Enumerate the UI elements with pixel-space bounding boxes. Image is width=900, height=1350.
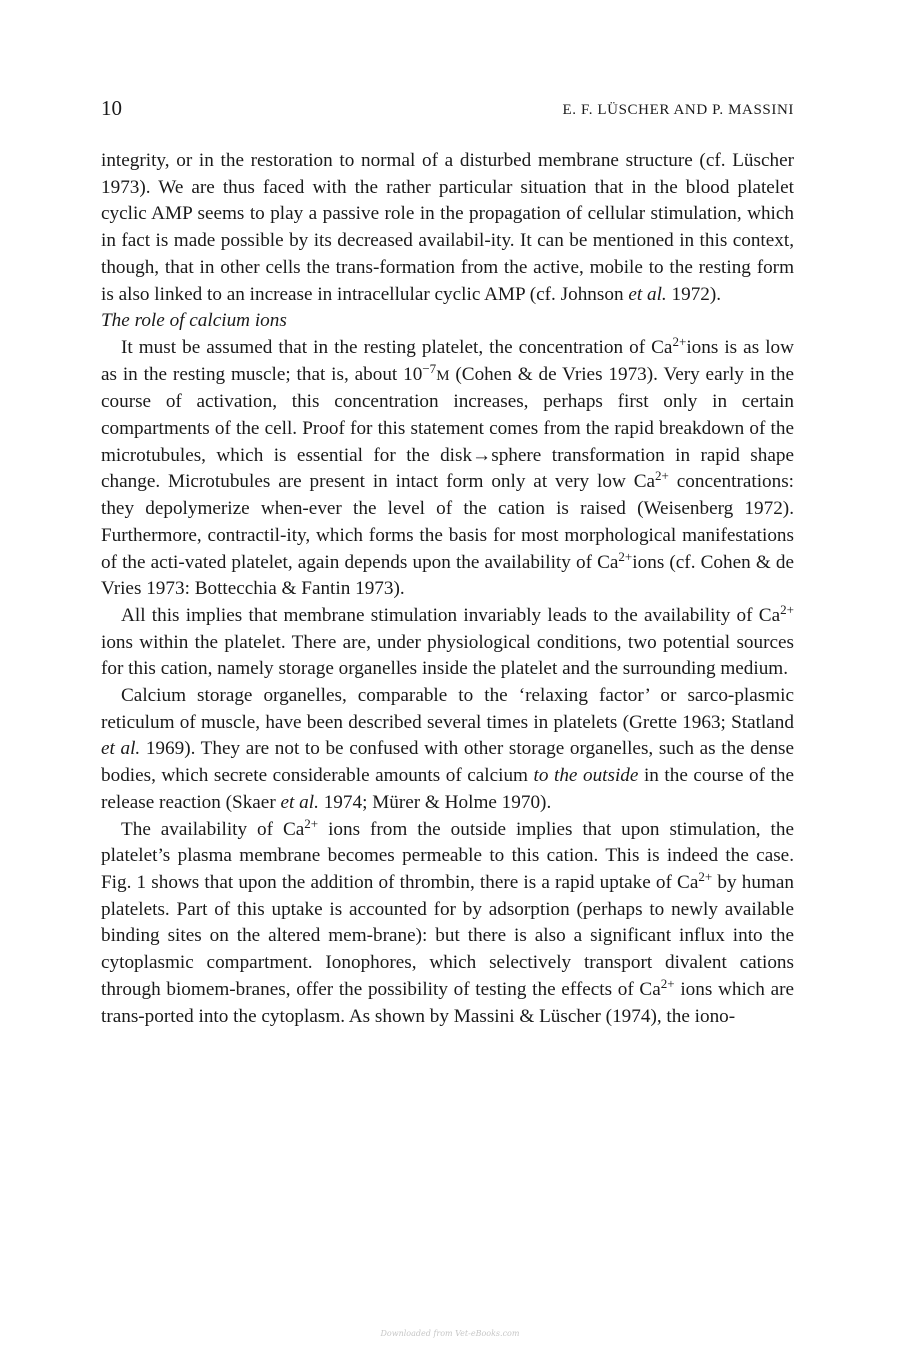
superscript: 2+ (618, 548, 633, 564)
et-al: et al. (628, 283, 667, 305)
superscript: 2+ (660, 975, 675, 991)
superscript: 2+ (780, 601, 794, 617)
paragraph-continued: integrity, or in the restoration to normal of a disturbed membrane structure (cf. Lüscher 1973). We are thus faced with the rather particular situation that in the blood platelet cyclic AMP seems to play a passive role in the propagation of cellular stimulation, which in fact is made possible by its decreased availabil-ity. It can be mentioned in this context, though, that in other cells the trans-formation from the active, mobile to the resting form is also linked to an increase in intracellular cyclic AMP (cf. Johnson et al. 1972). (101, 150, 794, 305)
body-text (101, 148, 794, 1030)
page-header (101, 96, 794, 126)
paragraph-calcium-uptake: The availability of $Ca^{2+}$ ions from the outside implies that upon stimulation, the platelet’s plasma membrane becomes permeable to this cation. This is indeed the case. Fig. 1 shows that upon the addition of thrombin, there is a rapid uptake of $Ca^{2+}$ by human platelets. Part of this uptake is accounted for by adsorption (perhaps to newly available binding sites on the altered mem-brane): but there is also a significant influx into the cytoplasmic compartment. Ionophores, which selectively transport divalent cations through biomem-branes, offer the possibility of testing the effects of $Ca^{2+}$ ions which are trans-ported into the cytoplasm. As shown by Massini & Lüscher (1974), the iono- (101, 815, 794, 1027)
section-heading: The role of calcium ions (101, 310, 287, 332)
superscript: 2+ (304, 815, 319, 831)
et-al: et al. (101, 738, 141, 760)
emphasis: to the outside (533, 765, 639, 787)
paragraph-storage-organelles: Calcium storage organelles, comparable to the ‘relaxing factor’ or sarco-plasmic reticulum of muscle, have been described several times in platelets (Grette 1963; Statland et al. 1969). They are not to be confused with other storage organelles, such as the dense bodies, which secrete considerable amounts of calcium to the outside in the course of the release reaction (Skaer et al. 1974; Mürer & Holme 1970). (101, 685, 795, 813)
page-number: 10 (101, 96, 122, 120)
superscript: 2+ (672, 333, 687, 349)
paragraph-calcium-resting: It must be assumed that in the resting platelet, the concentration of $Ca^{2+}ions$ is as low as in the resting muscle; that is, about $10^{-7}M$ (Cohen & de Vries 1973). Very early in the course of activation, this concentration increases, perhaps first only in certain compartments of the cell. Proof for this statement comes from the rapid breakdown of the microtubules, which is essential for the disk→sphere transformation in rapid shape change. Microtubules are present in intact form only at very low $Ca^{2+}$ concentrations: they depolymerize when-ever the level of the cation is raised (Weisenberg 1972). Furthermore, contractil-ity, which forms the basis for most morphological manifestations of the acti-vated platelet, again depends upon the availability of $Ca^{2+}ions$ (cf. Cohen & de Vries 1973: Bottecchia & Fantin 1973). (101, 333, 795, 600)
molar-unit: M (436, 367, 450, 384)
et-al: et al. (280, 791, 319, 813)
superscript: 2+ (655, 468, 669, 484)
paragraph-membrane-stimulation: All this implies that membrane stimulation invariably leads to the availability of $Ca^{2+}$ ions within the platelet. There are, under physiological conditions, two potential sources for this cation, namely storage organelles inside the platelet and the surrounding medium. (101, 601, 794, 680)
superscript: 2+ (698, 868, 713, 884)
download-watermark: Downloaded from Vet-eBooks.com (380, 1329, 520, 1338)
running-head-authors: E. F. LÜSCHER AND P. MASSINI (562, 102, 794, 118)
superscript: −7 (422, 360, 437, 376)
